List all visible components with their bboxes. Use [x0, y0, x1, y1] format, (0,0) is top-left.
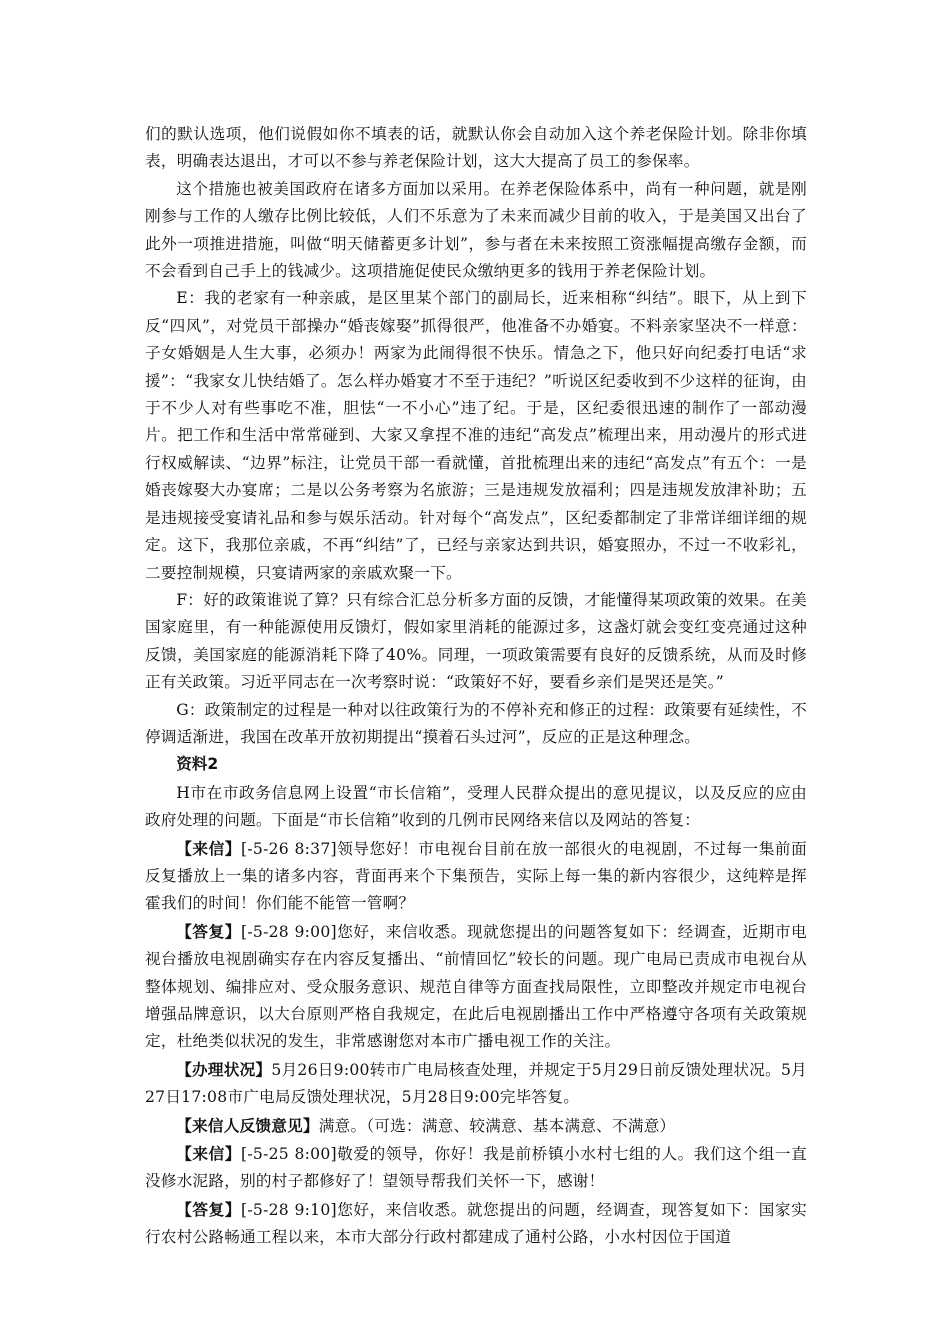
status-text: 5月26日9:00转市广电局核查处理，并规定于5月29日前反馈处理状况。5月27日17:08市广电局反馈处理状况，5月28日9:00完毕答复。	[145, 1060, 807, 1107]
paragraph-pension-plan: 这个措施也被美国政府在诸多方面加以采用。在养老保险体系中，尚有一种问题，就是刚刚参与工作的人缴存比例比较低，人们不乐意为了未来而减少目前的收入，于是美国又出台了此外一项推进措施，叫做“明天储蓄更多计划”，参与者在未来按照工资涨幅提高缴存金额，而不会看到自己手上的钱减少。这项措施促使民众缴纳更多的钱用于养老保险计划。	[145, 179, 807, 281]
paragraph-feedback	[145, 1112, 807, 1140]
document-page	[145, 121, 807, 1252]
reply-label: 【答复】	[176, 921, 242, 941]
paragraph-f: F：好的政策谁说了算？只有综合汇总分析多方面的反馈，才能懂得某项政策的效果。在美国家庭里，有一种能源使用反馈灯，假如家里消耗的能源过多，这盏灯就会变红变亮通过这种反馈，美国家庭的能源消耗下降了40%。同理，一项政策需要有良好的反馈系统，从而及时修正有关政策。习近平同志在一次考察时说：“政策好不好，要看乡亲们是哭还是笑。”	[145, 590, 807, 692]
letter-text: [-5-26 8:37]领导您好！市电视台目前在放一部很火的电视剧，不过每一集前面反复播放上一集的诸多内容，背面再来个下集预告，实际上每一集的新内容很少，这纯粹是挥霍我们的时间！你们能不能管一管啊？	[145, 839, 807, 913]
paragraph-letter-1	[145, 835, 807, 918]
reply-label: 【答复】	[176, 1199, 242, 1219]
paragraph-letter-2	[145, 1140, 807, 1196]
section-heading: 资料2	[176, 755, 219, 774]
paragraph-h-city-intro	[145, 779, 807, 835]
reply-text: [-5-28 9:00]您好，来信收悉。现就您提出的问题答复如下：经调查，近期市电视台播放电视剧确实存在内容反复播出、“前情回忆”较长的问题。现广电局已责成市电视台从整体规划、编排应对、受众服务意识、规范自律等方面查找局限性，立即整改并规定市电视台增强品牌意识，以大台原则严格自我规定，在此后电视剧播出工作中严格遵守各项有关政策规定，杜绝类似状况的发生，非常感谢您对本市广播电视工作的关注。	[145, 922, 807, 1051]
paragraph-handling-status	[145, 1056, 807, 1112]
feedback-label: 【来信人反馈意见】	[176, 1115, 319, 1135]
paragraph-reply-2	[145, 1196, 807, 1252]
paragraph-opening: 们的默认选项，他们说假如你不填表的话，就默认你会自动加入这个养老保险计划。除非你填表，明确表达退出，才可以不参与养老保险计划，这大大提高了员工的参保率。	[145, 125, 807, 171]
letter-label: 【来信】	[176, 1144, 242, 1164]
feedback-text: 满意。（可选：满意、较满意、基本满意、不满意）	[318, 1116, 676, 1135]
status-label: 【办理状况】	[176, 1059, 272, 1079]
paragraph-g: G：政策制定的过程是一种对以往政策行为的不停补充和修正的过程：政策要有延续性，不停调适渐进，我国在改革开放初期提出“摸着石头过河”，反应的正是这种理念。	[145, 700, 807, 746]
letter-label: 【来信】	[176, 838, 242, 858]
paragraph-e: E：我的老家有一种亲戚，是区里某个部门的副局长，近来相称“纠结”。眼下，从上到下反“四风”，对党员干部操办“婚丧嫁娶”抓得很严，他准备不办婚宴。不料亲家坚决不一样意：子女婚姻是人生大事，必须办！两家为此闹得很不快乐。情急之下，他只好向纪委打电话“求援”：“我家女儿快结婚了。怎么样办婚宴才不至于违纪？”听说区纪委收到不少这样的征询，由于不少人对有些事吃不准，胆怯“一不小心”违了纪。于是，区纪委很迅速的制作了一部动漫片。把工作和生活中常常碰到、大家又拿捏不准的违纪“高发点”梳理出来，用动漫片的形式进行权威解读、“边界”标注，让党员干部一看就懂，首批梳理出来的违纪“高发点”有五个：一是婚丧嫁娶大办宴席；二是以公务考察为名旅游；三是违规发放福利；四是违规发放津补助；五是违规接受宴请礼品和参与娱乐活动。针对每个“高发点”，区纪委都制定了非常详细详细的规定。这下，我那位亲戚，不再“纠结”了，已经与亲家达到共识，婚宴照办，不过一不收彩礼，二要控制规模，只宴请两家的亲戚欢聚一下。	[145, 289, 807, 582]
paragraph-reply-1	[145, 918, 807, 1056]
letter-text: [-5-25 8:00]敬爱的领导，你好！我是前桥镇小水村七组的人。我们这个组一直没修水泥路，别的村子都修好了！望领导帮我们关怀一下，感谢！	[145, 1145, 807, 1191]
paragraph-text: H市在市政务信息网上设置“市长信箱”，受理人民群众提出的意见提议，以及反应的应由政府处理的问题。下面是“市长信箱”收到的几例市民网络来信以及网站的答复：	[145, 783, 807, 830]
reply-text: [-5-28 9:10]您好，来信收悉。就您提出的问题，经调查，现答复如下：国家实行农村公路畅通工程以来，本市大部分行政村都建成了通村公路，小水村因位于国道	[145, 1200, 807, 1247]
